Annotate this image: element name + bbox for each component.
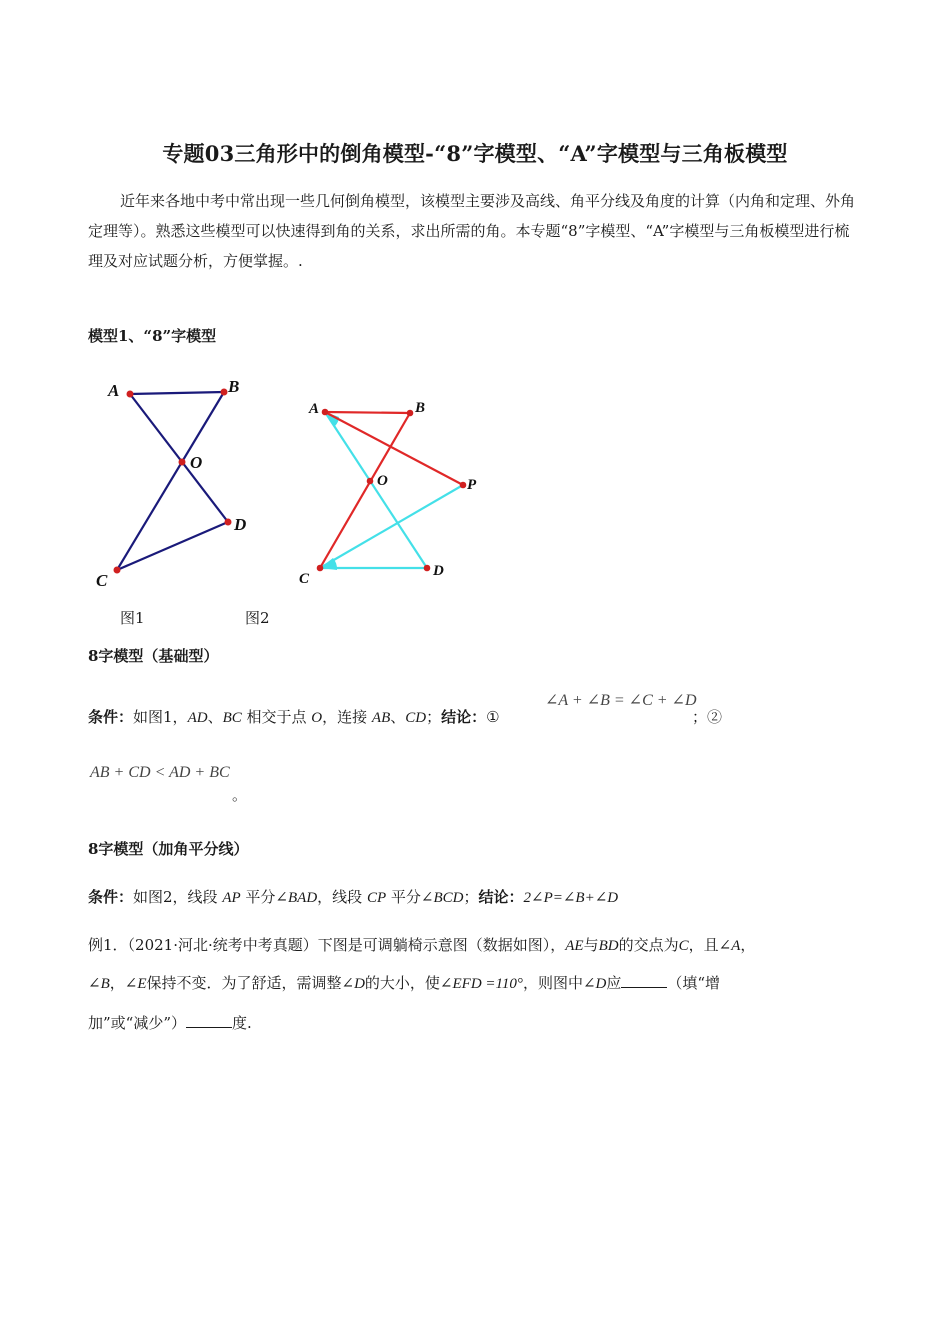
label-c: C xyxy=(299,571,310,587)
point-o xyxy=(179,459,186,466)
example-line-1: 例1．（2021·河北·统考中考真题）下图是可调躺椅示意图（数据如图），AE与BD的交点为C，且∠A， xyxy=(88,936,756,954)
point-d xyxy=(225,519,232,526)
label-o: O xyxy=(377,473,388,489)
example-line-3: 加”或“减少”） 度. xyxy=(88,1014,252,1032)
label-d: D xyxy=(433,563,444,579)
point-o xyxy=(367,478,374,485)
segment-ad xyxy=(325,412,427,568)
segment-ab xyxy=(130,392,224,394)
label-a: A xyxy=(108,381,120,400)
label-b: B xyxy=(415,400,426,416)
point-a xyxy=(127,391,134,398)
figure-2-caption: 图2 xyxy=(245,609,270,627)
segment-bc xyxy=(320,413,410,568)
label-o: O xyxy=(190,453,203,472)
point-p xyxy=(460,482,467,489)
basic-condition-line: 条件：如图1，AD、BC 相交于点 O，连接 AB、CD；结论：① xyxy=(88,708,500,726)
point-c xyxy=(114,567,121,574)
point-d xyxy=(424,565,431,572)
figure-1-diagram xyxy=(90,368,260,593)
basic-model-heading: 8字模型（基础型） xyxy=(88,647,219,665)
model1-heading: 模型1、“8”字模型 xyxy=(88,327,217,345)
label-b: B xyxy=(228,377,240,396)
condition-label: 条件： xyxy=(88,708,134,726)
formula-angles: ∠A + ∠B = ∠C + ∠D xyxy=(545,692,697,709)
segment-ab xyxy=(325,412,410,413)
segment-ad xyxy=(130,394,228,522)
point-c xyxy=(317,565,324,572)
conclusion-label: 结论： xyxy=(441,708,487,726)
label-d: D xyxy=(234,515,247,534)
label-a: A xyxy=(309,401,320,417)
page-title: 专题03三角形中的倒角模型-“8”字模型、“A”字模型与三角板模型 xyxy=(162,141,788,166)
segment-bc xyxy=(117,392,224,570)
example-line-2: ∠B，∠E保持不变．为了舒适，需调整∠D的大小，使∠EFD =110°，则图中∠D应 （填“增 xyxy=(88,974,721,992)
formula-end: 。 xyxy=(232,786,248,804)
label-c: C xyxy=(96,571,108,590)
formula-separator: ；② xyxy=(692,708,723,726)
bisector-condition-line: 条件：如图2，线段 AP 平分∠BAD，线段 CP 平分∠BCD；结论：2∠P=∠B+∠D xyxy=(88,888,619,906)
bisector-conclusion: 2∠P=∠B+∠D xyxy=(523,890,619,906)
formula-sides: AB + CD < AD + BC xyxy=(90,764,230,781)
answer-blank-1[interactable] xyxy=(621,973,667,988)
answer-blank-2[interactable] xyxy=(186,1013,232,1028)
intro-paragraph: 近年来各地中考中常出现一些几何倒角模型，该模型主要涉及高线、角平分线及角度的计算（内角和定理、外角定理等）。熟悉这些模型可以快速得到角的关系，求出所需的角。本专题“8”字模型、“A”字模型与三角板模型进行梳理及对应试题分析，方便掌握。. xyxy=(88,192,856,270)
point-a xyxy=(322,409,329,416)
bisector-model-heading: 8字模型（加角平分线） xyxy=(88,840,249,858)
segment-ap xyxy=(325,412,463,485)
figure-1-caption: 图1 xyxy=(120,609,145,627)
point-b xyxy=(221,389,228,396)
segment-cd xyxy=(117,522,228,570)
segment-cp xyxy=(320,485,463,568)
label-p: P xyxy=(467,477,477,493)
point-b xyxy=(407,410,414,417)
figure-2-diagram xyxy=(295,395,490,590)
